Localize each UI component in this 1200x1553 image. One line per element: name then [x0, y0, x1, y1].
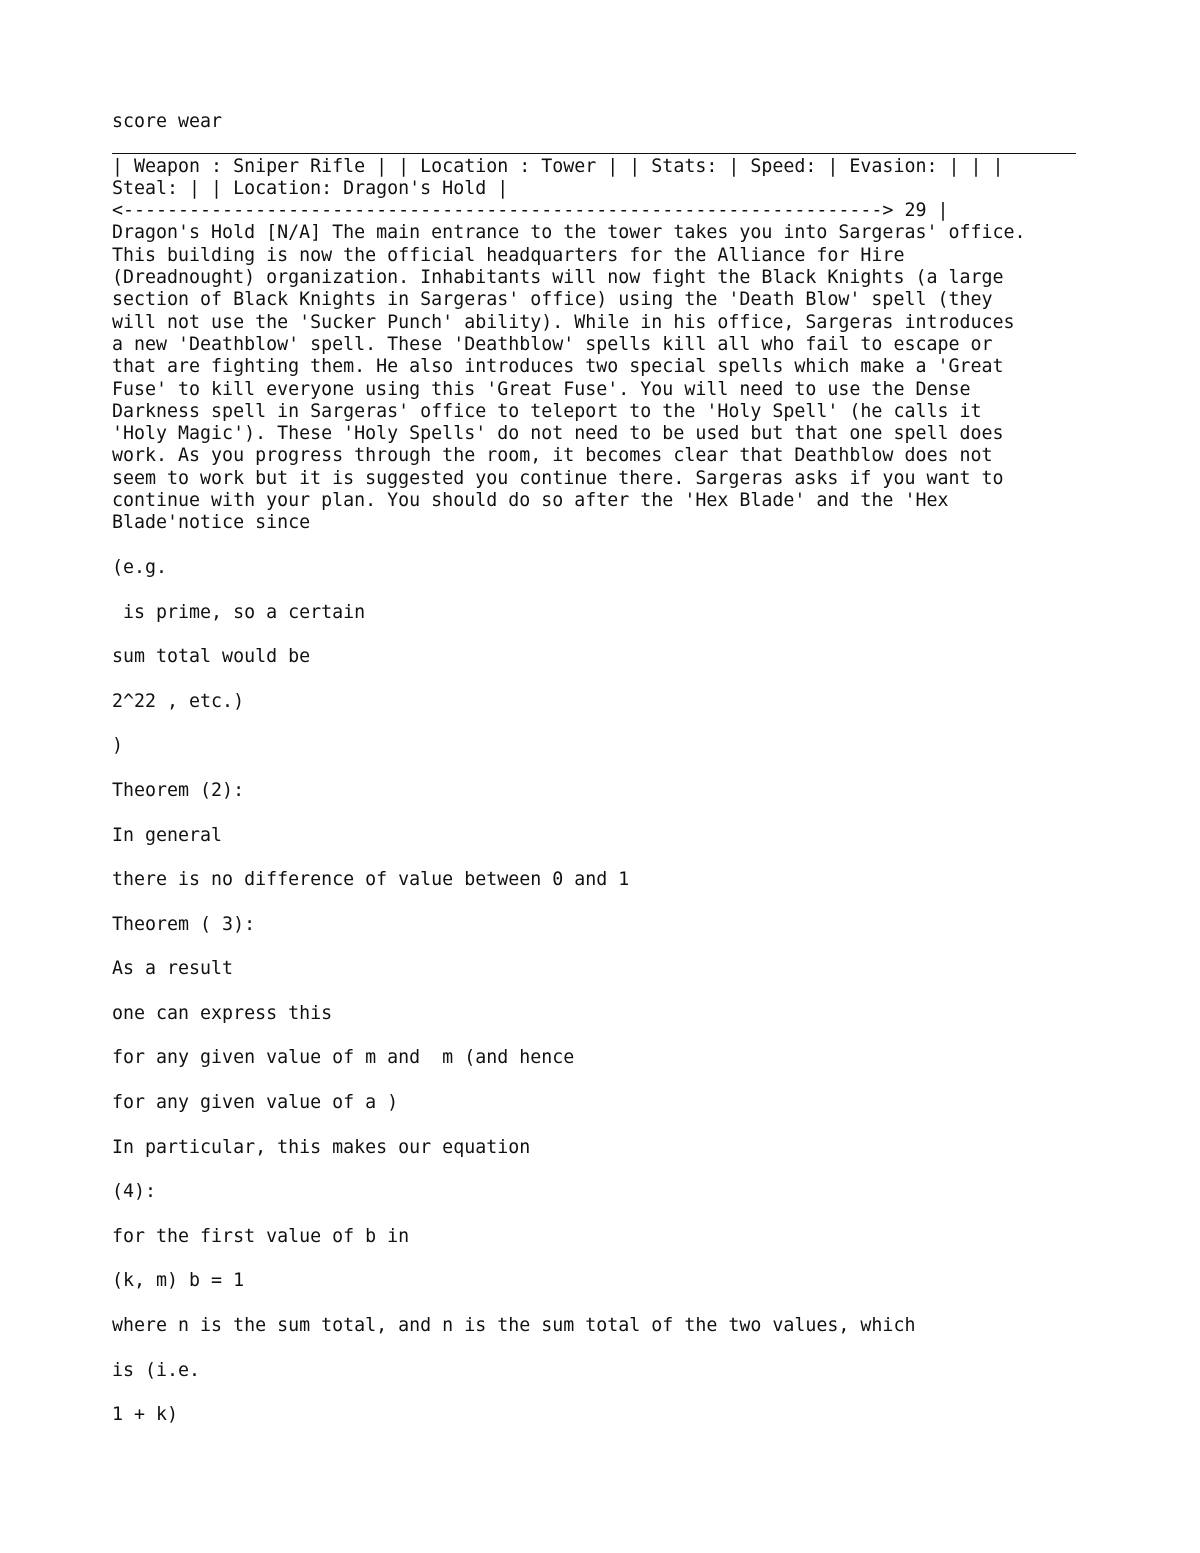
- body-paragraph: [112, 222, 1102, 534]
- text-paragraph: there is no difference of value between 0 and 1: [112, 869, 630, 891]
- equation-label: (4):: [112, 1181, 157, 1203]
- text-paragraph: As a result: [112, 958, 234, 980]
- text-paragraph: one can express this: [112, 1002, 333, 1024]
- text-paragraph: (k, m) b = 1: [112, 1270, 245, 1292]
- body-line: (Dreadnought) organization. Inhabitants will now fight the Black Knights (a large: [112, 267, 1004, 289]
- body-line: seem to work but it is suggested you continue there. Sargeras asks if you want to: [112, 467, 1004, 489]
- body-line: Darkness spell in Sargeras' office to teleport to the 'Holy Spell' (he calls it: [112, 400, 982, 422]
- table-line: Steal: | | Location: Dragon's Hold |: [112, 177, 509, 199]
- body-line: will not use the 'Sucker Punch' ability). While in his office, Sargeras introduces: [112, 311, 1015, 333]
- body-line: 'Holy Magic'). These 'Holy Spells' do not need to be used but that one spell does: [112, 423, 1004, 445]
- text-paragraph: In particular, this makes our equation: [112, 1136, 531, 1158]
- text-paragraph: 2^22 , etc.): [112, 690, 245, 712]
- body-line: a new 'Deathblow' spell. These 'Deathblow' spells kill all who fail to escape or: [112, 333, 993, 355]
- text-paragraph: for the first value of b in: [112, 1225, 410, 1247]
- text-paragraph: In general: [112, 824, 223, 846]
- theorem-heading: Theorem ( 3):: [112, 913, 256, 935]
- text-paragraph: is prime, so a certain: [112, 601, 366, 623]
- text-paragraph: for any given value of m and m (and hence: [112, 1047, 575, 1069]
- body-line: Fuse' to kill everyone using this 'Great Fuse'. You will need to use the Dense: [112, 378, 971, 400]
- table-line: | Weapon : Sniper Rifle | | Location : Tower | | Stats: | Speed: | Evasion: | | |: [112, 155, 1004, 177]
- table-line: <---------------------------------------------------------------------> 29 |: [112, 200, 949, 222]
- text-paragraph: sum total would be: [112, 646, 311, 668]
- stats-table: [112, 156, 1102, 223]
- document-page: [112, 111, 1102, 1427]
- body-line: section of Black Knights in Sargeras' office) using the 'Death Blow' spell (they: [112, 289, 993, 311]
- document-title: score wear: [112, 111, 223, 132]
- text-paragraph: is (i.e.: [112, 1359, 201, 1381]
- text-paragraph: where n is the sum total, and n is the sum total of the two values, which: [112, 1315, 916, 1337]
- body-line: Blade'notice since: [112, 512, 311, 534]
- body-line: work. As you progress through the room, it becomes clear that Deathblow does not: [112, 445, 993, 467]
- text-paragraph: for any given value of a ): [112, 1092, 399, 1114]
- body-line: continue with your plan. You should do so after the 'Hex Blade' and the 'Hex: [112, 490, 949, 512]
- text-paragraph: ): [112, 735, 124, 757]
- theorem-heading: Theorem (2):: [112, 779, 245, 801]
- body-line: This building is now the official headquarters for the Alliance for Hire: [112, 244, 905, 266]
- horizontal-rule: [112, 133, 1102, 155]
- body-line: that are fighting them. He also introduces two special spells which make a 'Great: [112, 356, 1004, 378]
- body-line: Dragon's Hold [N/A] The main entrance to the tower takes you into Sargeras' office.: [112, 222, 1026, 244]
- text-paragraph: (e.g.: [112, 556, 168, 578]
- text-paragraph: 1 + k): [112, 1404, 179, 1426]
